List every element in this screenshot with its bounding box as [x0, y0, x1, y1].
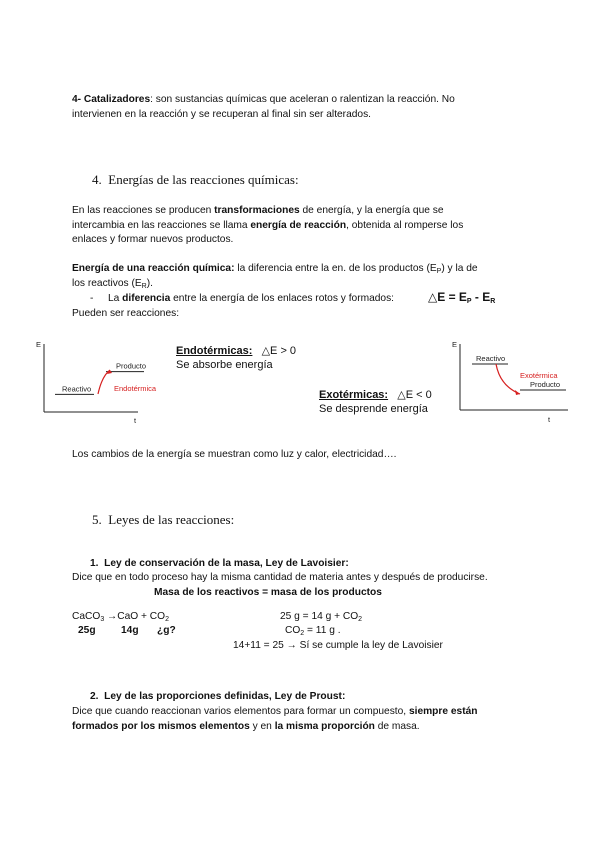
calc-line-3: 14+11 = 25 → Sí se cumple la ley de Lavoisier: [233, 640, 443, 651]
mass-cao: 14g: [121, 625, 139, 636]
calc-1-sub: 2: [358, 616, 363, 623]
s4-bullet-c: entre la energía de los enlaces rotos y formados:: [170, 293, 394, 304]
law-2-d: y en: [249, 721, 275, 732]
law-2-title: Ley de las proporciones definidas, Ley de Proust:: [104, 691, 346, 702]
s4-p1-line-3: enlaces y formar nuevos productos.: [72, 234, 234, 245]
s4-p1-line-2: [72, 219, 463, 232]
calc-line-2: [285, 624, 341, 640]
catalizadores-text-1: : son sustancias químicas que aceleran o ralentizan la reacción. No: [150, 94, 455, 105]
endo-reactivo-label: Reactivo: [62, 384, 92, 394]
section-5-number: 5.: [92, 512, 102, 527]
catalizadores-term: 4- Catalizadores: [72, 94, 151, 105]
s4-def-line-2: [72, 277, 153, 293]
mass-co2: ¿g?: [157, 625, 176, 636]
endo-y-axis-label: E: [36, 340, 42, 349]
calc-2-b: = 11 g .: [304, 625, 341, 636]
exo-y-axis-label: E: [452, 340, 458, 349]
law-2-line-2: [72, 720, 420, 733]
catalizadores-line-2: intervienen en la reacción y se recuperan al final sin ser alterados.: [72, 109, 371, 120]
exo-reactivo-label: Reactivo: [476, 354, 506, 363]
s4-bullet-dash: -: [90, 293, 94, 304]
s4-bullet-bold: diferencia: [122, 293, 171, 304]
s4-p1-d: intercambia en las reacciones se llama: [72, 220, 251, 231]
endo-arrow-label: Endotérmica: [114, 384, 157, 393]
s4-bullet-text: [108, 292, 394, 305]
s4-def-end: ) y la de: [441, 263, 478, 274]
section-5-heading: [92, 512, 234, 528]
exo-title: Exotérmicas:: [319, 389, 389, 401]
law-1-title: Ley de conservación de la masa, Ley de Lavoisier:: [104, 558, 349, 569]
endo-title: Endotérmicas:: [176, 345, 253, 357]
section-4-heading: [92, 172, 299, 188]
law-2-a: Dice que cuando reaccionan varios elementos para formar un compuesto,: [72, 706, 409, 717]
endo-title-line: [176, 344, 296, 357]
s4-p1-f: , obtenida al romperse los: [346, 220, 464, 231]
law-2-c: formados por los mismos elementos: [72, 721, 250, 732]
endothermic-chart: [30, 336, 157, 425]
eq-cao-co: →CaO + CO: [104, 611, 166, 622]
endo-condition: △E > 0: [261, 345, 297, 357]
formula-sub-r: R: [490, 298, 496, 305]
law-1-number: 1.: [90, 558, 99, 569]
s4-closing: Los cambios de la energía se muestran como luz y calor, electricidad….: [72, 449, 397, 460]
formula-a: E = E: [437, 290, 467, 304]
law-2-number: 2.: [90, 691, 99, 702]
formula-sub-p: P: [466, 298, 472, 305]
exo-producto-label: Producto: [530, 380, 561, 389]
s4-def-sub: P: [436, 268, 442, 275]
delta-symbol: △: [428, 290, 438, 304]
s4-p1-c: de energía, y la energía que se: [299, 205, 444, 216]
exo-title-line: [319, 388, 432, 401]
law-1-bold: Masa de los reactivos = masa de los productos: [154, 587, 382, 598]
s4-bullet-a: La: [108, 293, 123, 304]
s4-def2-a: los reactivos (E: [72, 278, 142, 289]
eq-caco-sub: 3: [100, 616, 105, 623]
s4-def2-end: ).: [146, 278, 153, 289]
exo-arrow-label: Exotérmica: [520, 371, 558, 380]
law-2-f: de masa.: [374, 721, 420, 732]
law-1-heading: [90, 557, 349, 570]
law-2-e: la misma proporción: [274, 721, 375, 732]
endo-x-axis-label: t: [134, 416, 137, 425]
s4-def-text: la diferencia entre la en. de los productos (E: [234, 263, 437, 274]
energy-formula: [428, 290, 495, 305]
s4-def-line-1: [72, 262, 478, 278]
law-2-b: siempre están: [408, 706, 478, 717]
calc-2-sub: 2: [300, 630, 305, 637]
s4-pueden: Pueden ser reacciones:: [72, 308, 180, 319]
law-2-line-1: [72, 705, 477, 718]
exo-condition: △E < 0: [397, 389, 432, 401]
exo-x-axis-label: t: [548, 415, 551, 424]
s4-p1-a: En las reacciones se producen: [72, 205, 215, 216]
s4-def2-sub: R: [141, 283, 147, 290]
section-5-title: Leyes de las reacciones:: [108, 512, 235, 527]
eq-caco: CaCO: [72, 611, 101, 622]
law-1-text: Dice que en todo proceso hay la misma cantidad de materia antes y después de producirse.: [72, 572, 488, 583]
formula-b: - E: [471, 290, 491, 304]
s4-def-bold: Energía de una reacción química:: [72, 263, 235, 274]
exo-desc: Se desprende energía: [319, 403, 428, 415]
section-4-title: Energías de las reacciones químicas:: [108, 172, 299, 187]
section-4-number: 4.: [92, 172, 102, 187]
s4-p1-e: energía de reacción: [250, 220, 347, 231]
endo-producto-label: Producto: [116, 361, 147, 371]
mass-caco3: 25g: [78, 625, 96, 636]
calc-1-a: 25 g = 14 g + CO: [280, 611, 359, 622]
s4-p1-line-1: [72, 204, 444, 217]
endo-desc: Se absorbe energía: [176, 359, 273, 371]
calc-2-a: CO: [285, 625, 301, 636]
catalizadores-line-1: [72, 93, 455, 106]
exo-arrow: [496, 364, 520, 394]
law-2-heading: [90, 690, 345, 703]
eq-co-sub: 2: [165, 616, 169, 623]
exothermic-chart: [448, 336, 570, 424]
s4-p1-b: transformaciones: [214, 205, 300, 216]
